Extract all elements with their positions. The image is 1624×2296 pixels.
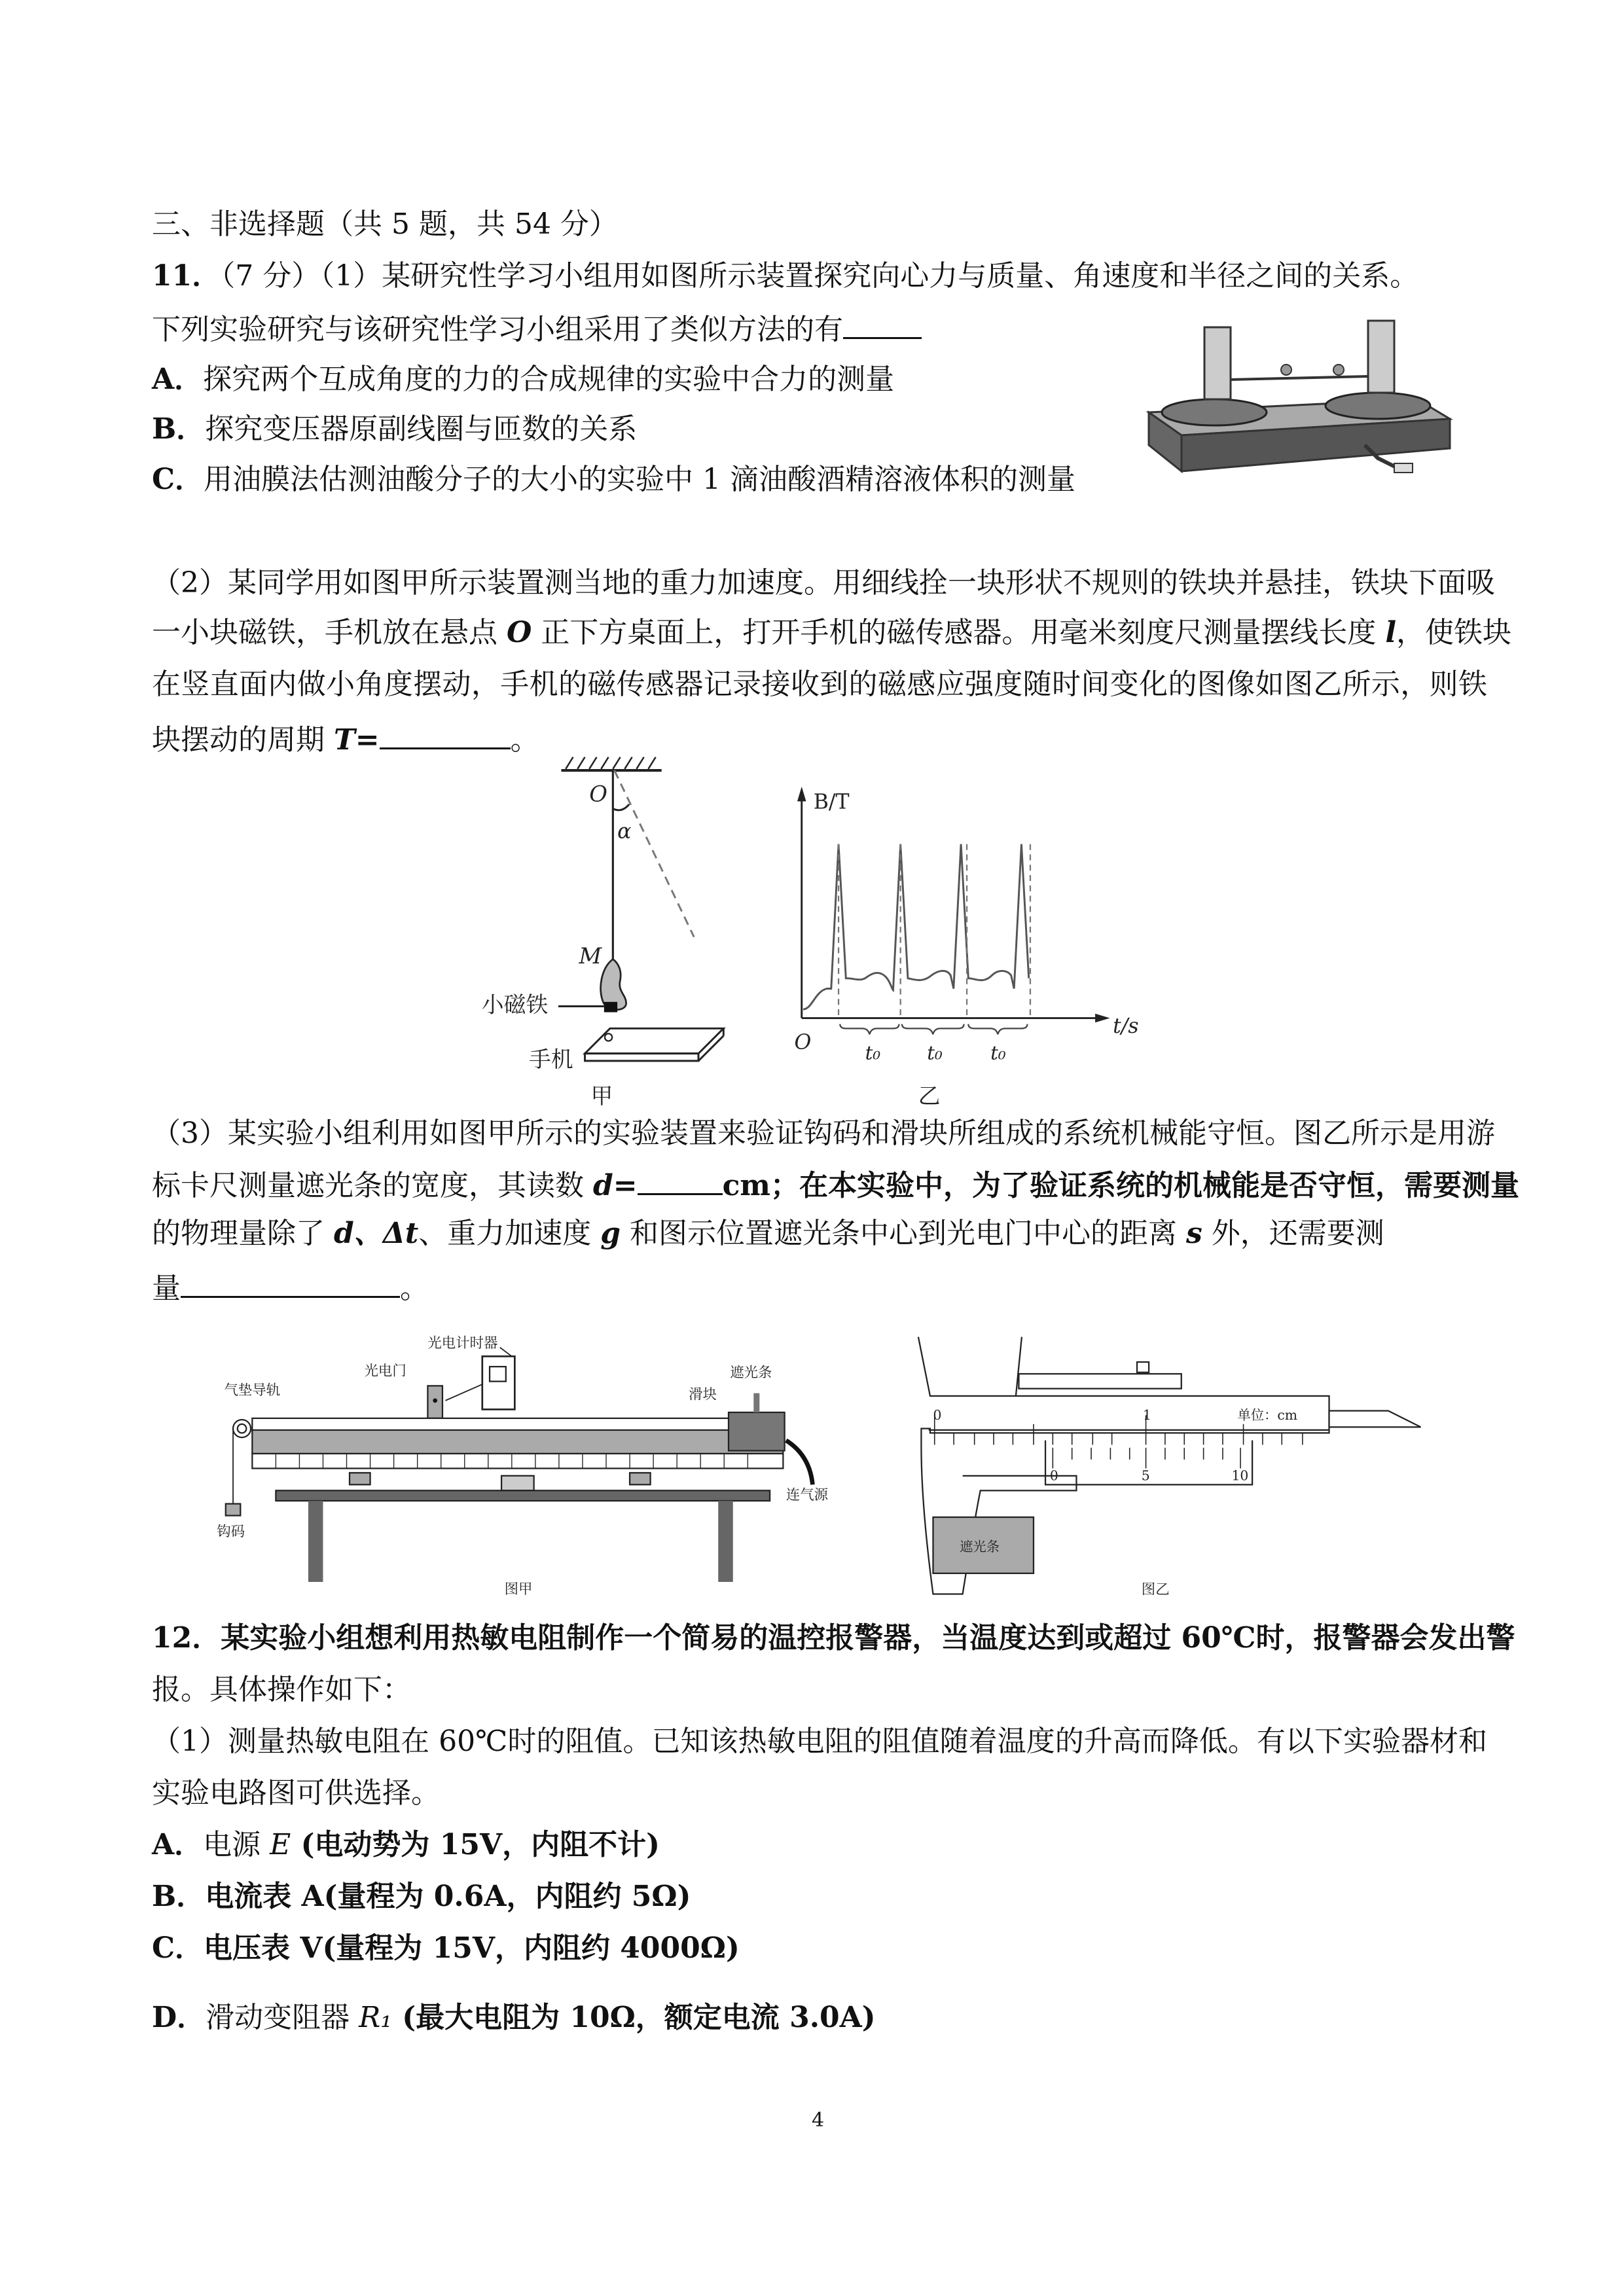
text: ，使铁块 [1396, 616, 1512, 649]
q12-option-b [152, 1877, 691, 1916]
var-d-dt: d、Δt [334, 1217, 419, 1250]
q12-line-1: 12．某实验小组想利用热敏电阻制作一个简易的温控报警器，当温度达到或超过 60℃时，报警器会发出警 [152, 1621, 1515, 1655]
table [276, 1490, 770, 1501]
q11-part3-line-2 [152, 1164, 1519, 1206]
signal-curve [803, 844, 1029, 1009]
symbol-E: E [270, 1828, 291, 1861]
answer-blank[interactable] [843, 308, 922, 339]
q12-option-a [152, 1825, 660, 1865]
text: 。 [400, 1272, 429, 1305]
vernier-0: 0 [1049, 1467, 1058, 1484]
slider [729, 1412, 785, 1451]
q11-text: 下列实验研究与该研究性学习小组采用了类似方法的有 [152, 313, 843, 346]
q11-part2-line-3: 在竖直面内做小角度摆动，手机的磁传感器记录接收到的磁感应强度随时间变化的图像如图乙所示，则铁 [152, 668, 1487, 701]
option-label: B． [152, 412, 206, 446]
vernier-10: 10 [1231, 1467, 1249, 1484]
label-slider: 滑块 [689, 1386, 717, 1403]
pendulum-figure [482, 757, 724, 1109]
caption-yi: 乙 [918, 1083, 941, 1109]
label-O: O [589, 781, 607, 807]
text: 外，还需要测 [1211, 1217, 1384, 1250]
label-timer: 光电计时器 [427, 1335, 498, 1352]
option-label: A． [152, 1828, 204, 1861]
q12-line-2: 报。具体操作如下： [152, 1673, 411, 1706]
option-text: 电流表 A(量程为 0.6A，内阻约 5Ω) [205, 1880, 691, 1913]
option-text: 电压表 V(量程为 15V，内阻约 4000Ω) [204, 1931, 740, 1965]
q11-part3-line-4 [152, 1267, 429, 1308]
option-b [152, 410, 637, 449]
magnetic-field-graph [794, 787, 1138, 1109]
vernier-caliper-figure [890, 1322, 1424, 1597]
q12-option-d [152, 1998, 876, 2037]
quantity-answer-blank[interactable] [181, 1267, 400, 1298]
unit-label: 单位：cm [1237, 1407, 1298, 1424]
q11-line-1 [152, 257, 1418, 296]
x-axis-label: t/s [1113, 1014, 1139, 1039]
option-text: 滑动变阻器 [206, 2001, 350, 2034]
interval-label: t₀ [927, 1041, 943, 1064]
label-strip: 遮光条 [730, 1364, 772, 1381]
phone [585, 1028, 724, 1053]
text: 、重力加速度 [418, 1217, 592, 1250]
q11-part3-line-3 [152, 1214, 1384, 1253]
text: 标卡尺测量遮光条的宽度，其读数 [152, 1169, 584, 1202]
text: 块摆动的周期 [152, 723, 325, 757]
score: （7 分） [221, 259, 321, 293]
option-text: 电源 [203, 1828, 261, 1861]
pendulum-and-graph-figure [473, 753, 1151, 1114]
label-gate: 光电门 [364, 1363, 406, 1380]
q12-line-4: 实验电路图可供选择。 [152, 1776, 440, 1810]
interval-label: t₀ [865, 1041, 881, 1064]
var-d: d= [593, 1169, 638, 1202]
option-a [152, 360, 894, 399]
label-air-source: 连气源 [785, 1486, 829, 1503]
text: 量 [152, 1272, 181, 1305]
text: 和图示位置遮光条中心到光电门中心的距离 [630, 1217, 1177, 1250]
text: 的物理量除了 [152, 1217, 325, 1250]
hook-weight [226, 1504, 241, 1516]
label-phone: 手机 [528, 1046, 573, 1072]
q12-line-3: （1）测量热敏电阻在 60℃时的阻值。已知该热敏电阻的阻值随着温度的升高而降低。有以下实验器材和 [152, 1725, 1487, 1758]
part-label: （1） [320, 259, 382, 293]
option-text: 用油膜法估测油酸分子的大小的实验中 1 滴油酸酒精溶液体积的测量 [204, 463, 1075, 496]
q12-option-c [152, 1929, 740, 1968]
text: 。 [510, 723, 539, 757]
text: 一小块磁铁，手机放在悬点 [152, 616, 497, 649]
label-alpha: α [617, 819, 632, 844]
option-text: (最大电阻为 10Ω，额定电流 3.0A) [391, 2001, 876, 2034]
small-magnet [604, 1002, 617, 1013]
option-c [152, 460, 1075, 499]
q11-line-2 [152, 308, 922, 350]
y-axis-label: B/T [813, 790, 850, 814]
label-M: M [579, 943, 602, 969]
var-l: l [1385, 616, 1397, 649]
text: 正下方桌面上，打开手机的磁传感器。用毫米刻度尺测量摆线长度 [541, 616, 1377, 649]
period-answer-blank[interactable] [380, 719, 511, 749]
label-track: 气垫导轨 [224, 1382, 281, 1399]
air-track-figure [209, 1322, 851, 1597]
label-weight: 钩码 [217, 1524, 245, 1541]
caption-jia: 甲 [590, 1083, 613, 1109]
q11-part3-line-1: （3）某实验小组利用如图甲所示的实验装置来验证钩码和滑块所组成的系统机械能守恒。图乙所示是用游 [152, 1117, 1495, 1150]
main-scale-0: 0 [933, 1407, 942, 1424]
option-label: C． [152, 463, 204, 496]
question-number: 11． [152, 259, 221, 293]
option-label: B． [152, 1880, 206, 1913]
var-O: O [507, 616, 532, 649]
symbol-R1: R₁ [359, 2001, 392, 2034]
option-label: A． [152, 363, 204, 396]
caption-figure-b: 图乙 [1141, 1581, 1170, 1598]
var-g: g [600, 1217, 621, 1250]
label-magnet: 小磁铁 [481, 992, 549, 1018]
option-text: 探究变压器原副线圈与匝数的关系 [205, 412, 638, 446]
var-T: T= [334, 723, 380, 757]
option-text: (电动势为 15V，内阻不计) [291, 1828, 660, 1861]
page-number: 4 [812, 2109, 825, 2132]
origin-label: O [794, 1030, 812, 1054]
main-scale-1: 1 [1143, 1407, 1151, 1424]
option-label: C． [152, 1931, 204, 1965]
q11-part2-line-2 [152, 613, 1512, 653]
interval-label: t₀ [990, 1041, 1006, 1064]
caption-figure-a: 图甲 [504, 1581, 533, 1598]
option-text: 探究两个互成角度的力的合成规律的实验中合力的测量 [203, 363, 895, 396]
vernier-5: 5 [1141, 1467, 1150, 1484]
option-label: D． [152, 2001, 206, 2034]
var-s: s [1186, 1217, 1202, 1250]
section-heading: 三、非选择题（共 5 题，共 54 分） [152, 207, 618, 241]
vernier-scale-ticks [1053, 1448, 1240, 1469]
q11-part2-line-1: （2）某同学用如图甲所示装置测当地的重力加速度。用细线拴一块形状不规则的铁块并悬挂，铁块下面吸 [152, 566, 1495, 600]
q11-text: 某研究性学习小组用如图所示装置探究向心力与质量、角速度和半径之间的关系。 [382, 259, 1419, 293]
reading-answer-blank[interactable] [638, 1164, 723, 1195]
text: cm；在本实验中，为了验证系统的机械能是否守恒，需要测量 [722, 1169, 1519, 1202]
strip-label: 遮光条 [960, 1538, 1000, 1554]
centripetal-apparatus-figure [1142, 314, 1456, 511]
